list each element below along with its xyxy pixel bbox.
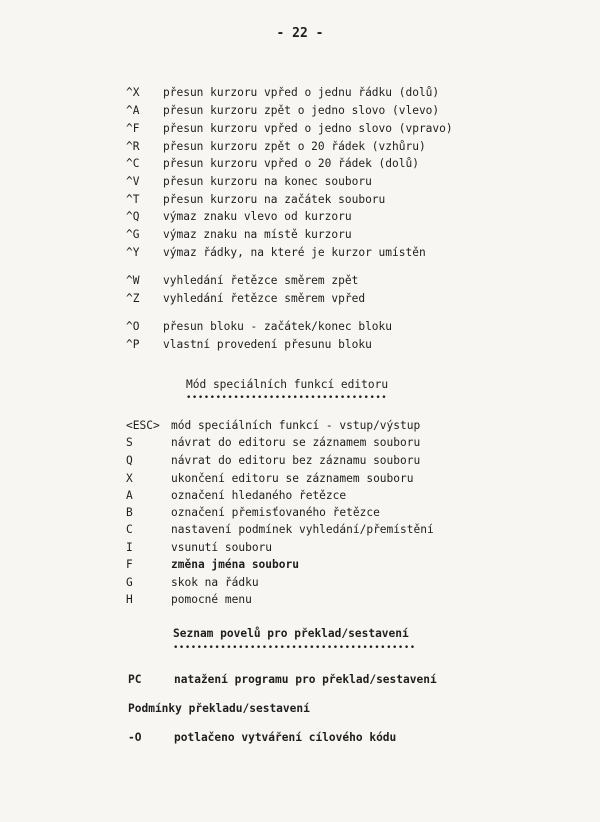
option-desc: potlačeno vytváření cílového kódu	[174, 731, 397, 744]
conditions-heading: Podmínky překladu/sestavení	[128, 702, 310, 715]
command-key: ^F	[126, 122, 140, 135]
command-row	[126, 86, 439, 100]
command-key: ^Q	[126, 210, 140, 223]
special-desc: mód speciálních funkcí - vstup/výstup	[171, 419, 421, 432]
special-key: C	[126, 523, 133, 536]
pc-command-row	[128, 673, 437, 686]
command-desc: přesun bloku - začátek/konec bloku	[163, 320, 393, 333]
special-desc: pomocné menu	[171, 593, 252, 606]
command-desc: výmaz řádky, na které je kurzor umístěn	[163, 246, 426, 259]
special-key: S	[126, 436, 133, 449]
compile-commands-heading: Seznam povelů pro překlad/sestavení	[173, 627, 409, 640]
compile-heading-dots: •••••••••••••••••••••••••••••••••••••••••	[173, 643, 416, 653]
special-key: Q	[126, 454, 133, 467]
special-key: G	[126, 576, 133, 589]
special-key: B	[126, 506, 133, 519]
special-desc: skok na řádku	[171, 576, 259, 589]
command-key: ^R	[126, 140, 140, 153]
command-row	[126, 320, 392, 334]
special-row	[126, 506, 380, 520]
command-desc: výmaz znaku na místě kurzoru	[163, 228, 352, 241]
special-row	[126, 454, 420, 468]
command-desc: vlastní provedení přesunu bloku	[163, 338, 372, 351]
command-desc: výmaz znaku vlevo od kurzoru	[163, 210, 352, 223]
special-key: H	[126, 593, 133, 606]
command-key: ^P	[126, 338, 140, 351]
special-desc: označení přemisťovaného řetězce	[171, 506, 380, 519]
special-row	[126, 489, 346, 503]
command-row	[126, 228, 352, 242]
command-desc: vyhledání řetězce směrem zpět	[163, 274, 359, 287]
option-key: -O	[128, 731, 142, 744]
special-key: X	[126, 472, 133, 485]
special-row	[126, 558, 299, 572]
command-row	[126, 210, 352, 224]
special-key: A	[126, 489, 133, 502]
special-key: <ESC>	[126, 419, 160, 432]
command-row	[126, 246, 426, 260]
command-key: ^W	[126, 274, 140, 287]
page-number: - 22 -	[276, 26, 324, 41]
heading-underline-dots: ••••••••••••••••••••••••••••••••••	[186, 393, 388, 403]
special-desc: ukončení editoru se záznamem souboru	[171, 472, 414, 485]
command-key: ^T	[126, 193, 140, 206]
command-key: ^X	[126, 86, 140, 99]
special-key: F	[126, 558, 133, 571]
command-key: ^C	[126, 157, 140, 170]
command-row	[126, 292, 365, 306]
command-key: ^O	[126, 320, 140, 333]
special-row	[126, 419, 420, 433]
command-row	[126, 104, 439, 118]
command-desc: přesun kurzoru na konec souboru	[163, 175, 372, 188]
special-desc: změna jména souboru	[171, 558, 299, 571]
command-desc: vyhledání řetězce směrem vpřed	[163, 292, 366, 305]
special-row	[126, 436, 420, 450]
command-key: ^Y	[126, 246, 140, 259]
pc-key: PC	[128, 673, 142, 686]
special-row	[126, 541, 272, 555]
command-row	[126, 338, 372, 352]
command-desc: přesun kurzoru na začátek souboru	[163, 193, 386, 206]
special-desc: návrat do editoru se záznamem souboru	[171, 436, 421, 449]
command-desc: přesun kurzoru vpřed o jedno slovo (vpravo)	[163, 122, 453, 135]
command-desc: přesun kurzoru zpět o jedno slovo (vlevo)	[163, 104, 440, 117]
command-desc: přesun kurzoru zpět o 20 řádek (vzhůru)	[163, 140, 426, 153]
special-key: I	[126, 541, 133, 554]
command-row	[126, 175, 372, 189]
special-desc: návrat do editoru bez záznamu souboru	[171, 454, 421, 467]
special-desc: označení hledaného řetězce	[171, 489, 347, 502]
special-row	[126, 576, 259, 590]
command-key: ^V	[126, 175, 140, 188]
option-row	[128, 731, 396, 744]
command-desc: přesun kurzoru vpřed o jednu řádku (dolů)	[163, 86, 440, 99]
special-desc: vsunutí souboru	[171, 541, 273, 554]
command-row	[126, 274, 358, 288]
special-row	[126, 523, 434, 537]
command-row	[126, 122, 453, 136]
special-row	[126, 593, 252, 607]
command-row	[126, 193, 385, 207]
command-key: ^Z	[126, 292, 140, 305]
command-desc: přesun kurzoru vpřed o 20 řádek (dolů)	[163, 157, 419, 170]
command-row	[126, 140, 426, 154]
special-row	[126, 472, 413, 486]
command-key: ^G	[126, 228, 140, 241]
pc-desc: natažení programu pro překlad/sestavení	[174, 673, 437, 686]
special-desc: nastavení podmínek vyhledání/přemístění	[171, 523, 434, 536]
command-key: ^A	[126, 104, 140, 117]
special-functions-heading: Mód speciálních funkcí editoru	[186, 378, 389, 391]
command-row	[126, 157, 419, 171]
